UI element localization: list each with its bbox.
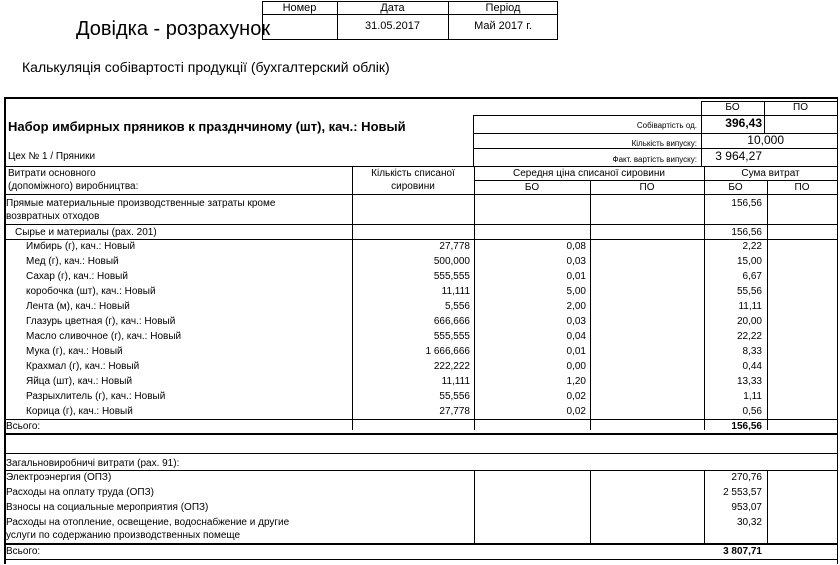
col-sum-label: Сума витрат: [741, 168, 800, 179]
header-date-label: Дата: [380, 2, 405, 14]
material-name: Мука (г), кач.: Новый: [26, 346, 123, 357]
section1-title-2: возвратных отходов: [6, 211, 100, 222]
material-qty: 55,556: [439, 391, 470, 402]
material-name: Разрыхлитель (г), кач.: Новый: [26, 391, 166, 402]
section1-total-label: Всього:: [6, 421, 41, 432]
material-sum: 8,33: [742, 346, 762, 357]
material-sum: 2,22: [742, 241, 762, 252]
material-sum: 0,44: [742, 361, 762, 372]
material-sum: 13,33: [736, 376, 762, 387]
material-name: Мед (г), кач.: Новый: [26, 256, 119, 267]
product-po-label: ПО: [793, 102, 808, 113]
material-name: Корица (г), кач.: Новый: [26, 406, 133, 417]
material-price: 0,02: [566, 406, 586, 417]
col-price-po: ПО: [639, 182, 655, 193]
col-sum-po: ПО: [794, 182, 810, 193]
section2-total-label: Всього:: [6, 546, 41, 557]
col-expenses-label-1: Витрати основного: [8, 168, 96, 179]
overhead-sum: 2 553,57: [723, 487, 762, 498]
material-price: 0,00: [566, 361, 586, 372]
overhead-name: Электроэнергия (ОПЗ): [6, 472, 112, 483]
overhead-name: Взносы на социальные мероприятия (ОПЗ): [6, 502, 209, 513]
workshop-label: Цех № 1 / Пряники: [8, 151, 96, 162]
material-qty: 555,555: [433, 271, 470, 282]
material-qty: 11,111: [441, 286, 470, 297]
material-qty: 27,778: [439, 241, 470, 252]
material-qty: 27,778: [439, 406, 470, 417]
material-sum: 15,00: [736, 256, 762, 267]
material-name: Глазурь цветная (г), кач.: Новый: [26, 316, 176, 327]
col-qty-label-1: Кількість списаної: [371, 168, 455, 179]
material-price: 2,00: [566, 301, 586, 312]
material-price: 1,20: [566, 376, 586, 387]
header-period-label: Період: [485, 2, 521, 14]
material-sum: 11,11: [738, 301, 762, 312]
output-value: 10,000: [747, 133, 784, 147]
material-price: 0,03: [566, 316, 586, 327]
section1-total-sum: 156,56: [731, 421, 762, 432]
material-price: 0,02: [566, 391, 586, 402]
material-qty: 500,000: [433, 256, 470, 267]
section1-title-sum: 156,56: [731, 198, 762, 209]
section1-title-1: Прямые материальные производственные затраты кроме: [6, 198, 276, 209]
material-price: 0,01: [566, 346, 586, 357]
product-name: Набор имбирных пряников к празднчиному (шт), кач.: Новый: [8, 119, 406, 134]
col-price-label: Середня ціна списаної сировини: [513, 168, 665, 179]
overhead-sum: 953,07: [731, 502, 762, 513]
section2-total-sum: 3 807,71: [723, 546, 762, 557]
output-label: Кількість випуску:: [631, 139, 697, 148]
section2-last-line2: услуги по содержанию производственных помеще: [6, 530, 241, 541]
overhead-sum: 270,76: [731, 472, 762, 483]
section2-last-line1: Расходы на отопление, освещение, водоснабжение и другие: [6, 517, 290, 528]
col-sum-bo: БО: [728, 182, 743, 193]
material-name: Лента (м), кач.: Новый: [26, 301, 130, 312]
material-qty: 5,556: [444, 301, 470, 312]
section2-last-sum: 30,32: [736, 517, 762, 528]
fact-value: 3 964,27: [715, 149, 762, 163]
material-name: Имбирь (г), кач.: Новый: [26, 241, 136, 252]
section1-group: Сырье и материалы (рах. 201): [15, 227, 157, 238]
cost-label: Собівартість од.: [636, 121, 697, 130]
col-qty-label-2: сировини: [391, 181, 435, 192]
col-expenses-label-2: (допоміжного) виробництва:: [8, 181, 139, 192]
material-sum: 20,00: [736, 316, 762, 327]
col-price-bo: БО: [524, 182, 540, 193]
material-name: Масло сливочное (г), кач.: Новый: [26, 331, 182, 342]
section2-title: Загальновиробничі витрати (рах. 91):: [6, 458, 180, 469]
document-title: Довідка - розрахунок: [76, 18, 271, 40]
material-price: 0,08: [566, 241, 586, 252]
subtitle: Калькуляція собівартості продукції (бухгалтерский облік): [22, 59, 390, 75]
header-number-label: Номер: [282, 2, 317, 14]
material-price: 0,01: [566, 271, 586, 282]
material-sum: 55,56: [736, 286, 762, 297]
material-sum: 1,11: [743, 391, 762, 402]
material-price: 0,03: [566, 256, 586, 267]
material-name: Сахар (г), кач.: Новый: [26, 271, 128, 282]
material-name: коробочка (шт), кач.: Новый: [26, 286, 156, 297]
header-period-value: Май 2017 г.: [474, 20, 532, 32]
material-sum: 6,67: [742, 271, 762, 282]
material-qty: 666,666: [433, 316, 470, 327]
header-date-value: 31.05.2017: [364, 20, 421, 32]
fact-label: Факт. вартість випуску:: [612, 155, 697, 164]
cost-value: 396,43: [725, 116, 762, 130]
material-qty: 222,222: [433, 361, 470, 372]
material-qty: 555,555: [433, 331, 470, 342]
material-price: 0,04: [566, 331, 586, 342]
section1-group-sum: 156,56: [731, 227, 762, 238]
material-qty: 11,111: [441, 376, 470, 387]
material-qty: 1 666,666: [425, 346, 470, 357]
overhead-name: Расходы на оплату труда (ОПЗ): [6, 487, 154, 498]
material-sum: 22,22: [736, 331, 762, 342]
material-price: 5,00: [566, 286, 586, 297]
material-sum: 0,56: [742, 406, 762, 417]
material-name: Яйца (шт), кач.: Новый: [26, 376, 133, 387]
product-bo-label: БО: [725, 102, 740, 113]
material-name: Крахмал (г), кач.: Новый: [26, 361, 140, 372]
